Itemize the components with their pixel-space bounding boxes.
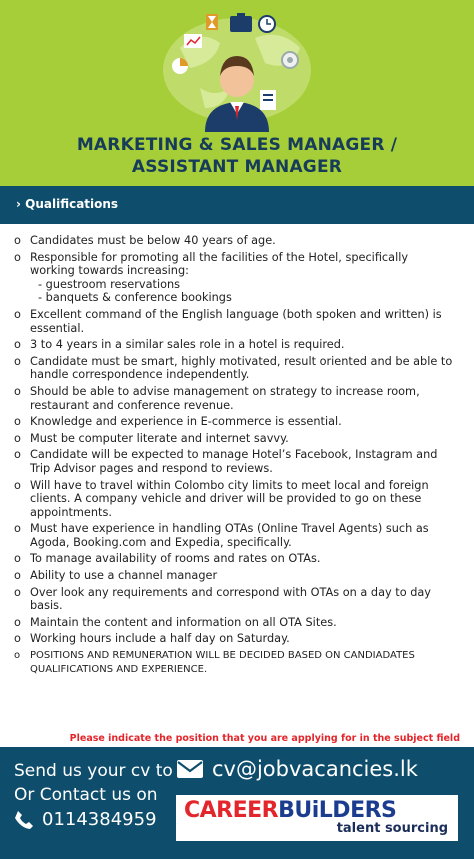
phone-icon	[14, 810, 34, 830]
list-item: o Over look any requirements and correspond with OTAs on a day to day basis.	[14, 585, 431, 613]
qualifications-list	[14, 234, 454, 679]
gear-icon	[282, 52, 298, 68]
send-cv-label: Send us your cv to	[14, 761, 173, 781]
list-item: o Should be able to advise management on strategy to increase room, restaurant and conference revenue.	[14, 384, 420, 412]
email-contact[interactable]	[176, 757, 418, 781]
sub-list	[30, 278, 454, 305]
qualifications-heading: › Qualifications	[16, 197, 119, 211]
pie-chart-icon	[172, 58, 188, 74]
contact-label: Or Contact us on	[14, 785, 158, 805]
hourglass-icon	[206, 14, 218, 30]
list-item: o Must be computer literate and internet savvy.	[14, 431, 289, 445]
phone-contact[interactable]	[14, 809, 157, 830]
list-item: o Will have to travel within Colombo city limits to meet local and foreign clients. A company vehicle and driver will be provided to go on these appointments.	[14, 478, 429, 519]
list-item: o Maintain the content and information on all OTA Sites.	[14, 615, 337, 629]
careerbuilders-logo	[176, 795, 458, 841]
title-line-1: MARKETING & SALES MANAGER /	[76, 135, 398, 155]
contact-footer	[0, 747, 474, 859]
list-item: o Responsible for promoting all the facilities of the Hotel, specifically working towards increasing: - guestroom reservations - banquets & conference bookings	[14, 251, 454, 305]
title-line-2: ASSISTANT MANAGER	[131, 157, 343, 177]
list-item: o Candidate will be expected to manage Hotel’s Facebook, Instagram and Trip Advisor pages and respond to reviews.	[14, 448, 438, 475]
list-item: o To manage availability of rooms and rates on OTAs.	[14, 552, 321, 566]
email-address[interactable]: cv@jobvacancies.lk	[212, 757, 418, 781]
clock-icon	[259, 16, 275, 32]
list-item: o Candidate must be smart, highly motivated, result oriented and be able to handle correspondence independently.	[14, 354, 453, 382]
list-item: o Ability to use a channel manager	[14, 569, 218, 583]
hero-banner	[0, 0, 474, 186]
sub-list-item: - guestroom reservations	[38, 277, 181, 291]
list-item: o Excellent command of the English language (both spoken and written) is essential.	[14, 307, 442, 335]
qualifications-section	[0, 224, 474, 747]
list-item: o POSITIONS AND REMUNERATION WILL BE DECIDED BASED ON CANDIADATES QUALIFICATIONS AND EXPERIENCE.	[14, 650, 415, 675]
page-title	[0, 134, 474, 178]
list-item: o Working hours include a half day on Saturday.	[14, 632, 290, 646]
list-item: o 3 to 4 years in a similar sales role in a hotel is required.	[14, 338, 345, 352]
logo-part-builders: BUiLDERS	[278, 798, 397, 823]
logo-tagline: talent sourcing	[336, 821, 448, 836]
manager-illustration	[160, 8, 314, 132]
envelope-icon	[176, 759, 204, 779]
phone-number[interactable]: 0114384959	[42, 809, 157, 830]
list-item: o Candidates must be below 40 years of age.	[14, 234, 276, 247]
subject-field-note: Please indicate the position that you are applying for in the subject field	[69, 733, 460, 744]
chart-icon	[184, 34, 202, 48]
logo-part-career: CAREER	[184, 798, 279, 823]
briefcase-icon	[230, 13, 252, 32]
qualifications-bar	[0, 186, 474, 224]
report-icon	[260, 90, 276, 110]
list-item: o Knowledge and experience in E-commerce is essential.	[14, 415, 342, 429]
list-item: o Must have experience in handling OTAs (Online Travel Agents) such as Agoda, Booking.com and Expedia, specifically.	[14, 522, 429, 549]
sub-list-item: - banquets & conference bookings	[38, 291, 232, 305]
